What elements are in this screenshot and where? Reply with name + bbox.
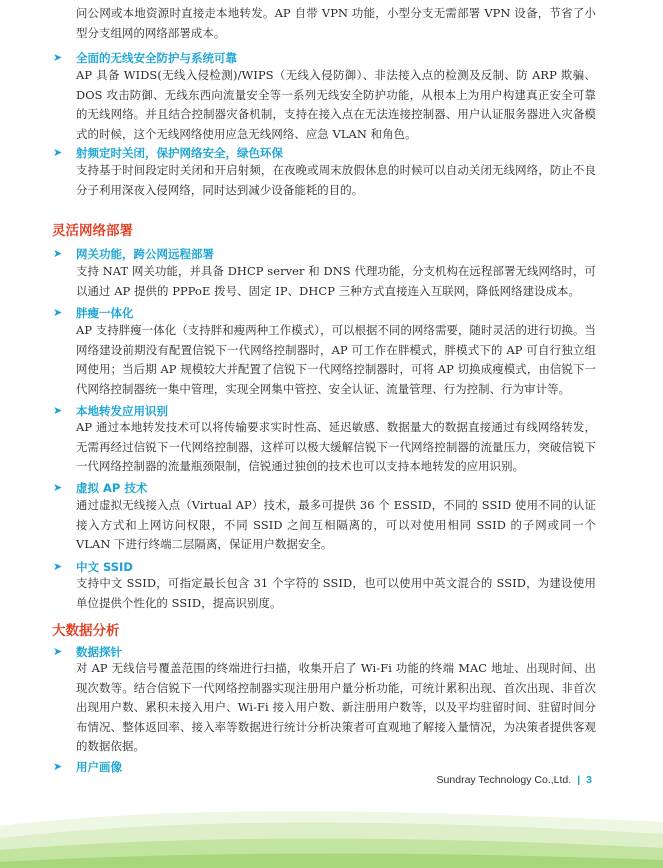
item-body-gateway: 支持 NAT 网关功能，并具备 DHCP server 和 DNS 代理功能，分支机构在远程部署无线网络时，可以通过 AP 提供的 PPPoE 拨号、固定 IP、DHCP 三种方式直接连入互联网，降低网络建设成本。 xyxy=(76,264,596,298)
bullet-arrow-icon: ➤ xyxy=(53,51,63,64)
item-heading-virtual-ap: 虚拟 AP 技术 xyxy=(76,481,148,495)
bullet-arrow-icon: ➤ xyxy=(53,404,63,417)
item-body-chinese-ssid: 支持中文 SSID，可指定最长包含 31 个字符的 SSID，也可以使用中英文混合的 SSID，为建设使用单位提供个性化的 SSID，提高识别度。 xyxy=(76,576,596,610)
section-title-flexible-deployment: 灵活网络部署 xyxy=(52,223,133,239)
item-heading-fat-thin: 胖瘦一体化 xyxy=(76,306,134,320)
bullet-arrow-icon: ➤ xyxy=(53,645,63,658)
item-body-fat-thin: AP 支持胖瘦一体化（支持胖和瘦两种工作模式），可以根据不同的网络需要，随时灵活的进行切换。当网络建设前期没有配置信锐下一代网络控制器时，AP 可工作在胖模式，胖模式下的 AP 可自行独立组网使用；当后期 AP 规模较大并配置了信锐下一代网络控制器时，可将 AP 切换成瘦模式，由信锐下一代网络控制器统一集中管理，实现全网集中管控、安全认证、流量管理、行为控制、行为审计等。 xyxy=(76,323,596,396)
item-body-wireless-security: AP 具备 WIDS(无线入侵检测)/WIPS（无线入侵防御）、非法接入点的检测及反制、防 ARP 欺骗、DOS 攻击防御、无线东西向流量安全等一系列无线安全防护功能，从根本上为用户构建真正安全可靠的无线网络。并且结合控制器灾备机制，支持在接入点在无法连接控制器、用户认证服务器进入灾备模式的时候，这个无线网络使用应急无线网络、应急 VLAN 和角色。 xyxy=(76,68,596,141)
item-heading-chinese-ssid: 中文 SSID xyxy=(76,560,133,574)
bullet-arrow-icon: ➤ xyxy=(53,306,63,319)
item-heading-local-forwarding: 本地转发应用识别 xyxy=(76,404,168,418)
page-number: 3 xyxy=(586,774,592,786)
item-body-local-forwarding: AP 通过本地转发技术可以将传输要求实时性高、延迟敏感、数据量大的数据直接通过有线网络转发，无需再经过信锐下一代网络控制器，这样可以极大缓解信锐下一代网络控制器的流量压力，突破信锐下一代网络控制器的流量瓶颈限制，信锐通过独创的技术也可以支持本地转发的应用识别。 xyxy=(76,420,596,473)
item-heading-data-probe: 数据探针 xyxy=(76,645,122,659)
item-body-virtual-ap: 通过虚拟无线接入点（Virtual AP）技术，最多可提供 36 个 ESSID，不同的 SSID 使用不同的认证接入方式和上网访问权限，不同 SSID 之间互相隔离的，可以对使用相同 SSID 的子网或同一个 VLAN 下进行终端二层隔离，保证用户数据安全。 xyxy=(76,498,596,551)
item-heading-gateway: 网关功能，跨公网远程部署 xyxy=(76,247,214,261)
item-heading-wireless-security: 全面的无线安全防护与系统可靠 xyxy=(76,51,237,65)
bullet-arrow-icon: ➤ xyxy=(53,146,63,159)
intro-paragraph: 问公网或本地资源时直接走本地转发。AP 自带 VPN 功能，小型分支无需部署 VPN 设备，节省了小型分支组网的网络部署成本。 xyxy=(76,6,596,40)
bullet-arrow-icon: ➤ xyxy=(53,760,63,773)
section-title-big-data: 大数据分析 xyxy=(52,623,120,639)
footer-company: Sundray Technology Co.,Ltd. xyxy=(436,774,572,786)
decorative-wave-footer xyxy=(0,778,663,868)
bullet-arrow-icon: ➤ xyxy=(53,247,63,260)
item-heading-rf-schedule: 射频定时关闭，保护网络安全，绿色环保 xyxy=(76,146,283,160)
item-heading-user-profile: 用户画像 xyxy=(76,760,122,774)
bullet-arrow-icon: ➤ xyxy=(53,560,63,573)
footer-separator: | xyxy=(577,774,581,786)
bullet-arrow-icon: ➤ xyxy=(53,481,63,494)
item-body-data-probe: 对 AP 无线信号覆盖范围的终端进行扫描，收集开启了 Wi-Fi 功能的终端 MAC 地址、出现时间、出现次数等。结合信锐下一代网络控制器实现注册用户量分析功能，可统计累积出现、首次出现、非首次出现用户数、累积未接入用户、Wi-Fi 接入用户数、新注册用户数等，以及平均驻留时间、驻留时间分布情况、整体返回率、接入率等数据进行统计分析决策者可直观地了解接入量情况，为决策者提供客观的数据依据。 xyxy=(76,661,596,753)
item-body-rf-schedule: 支持基于时间段定时关闭和开启射频，在夜晚或周末放假休息的时候可以自动关闭无线网络，防止不良分子利用深夜入侵网络，同时达到减少设备能耗的目的。 xyxy=(76,163,596,197)
